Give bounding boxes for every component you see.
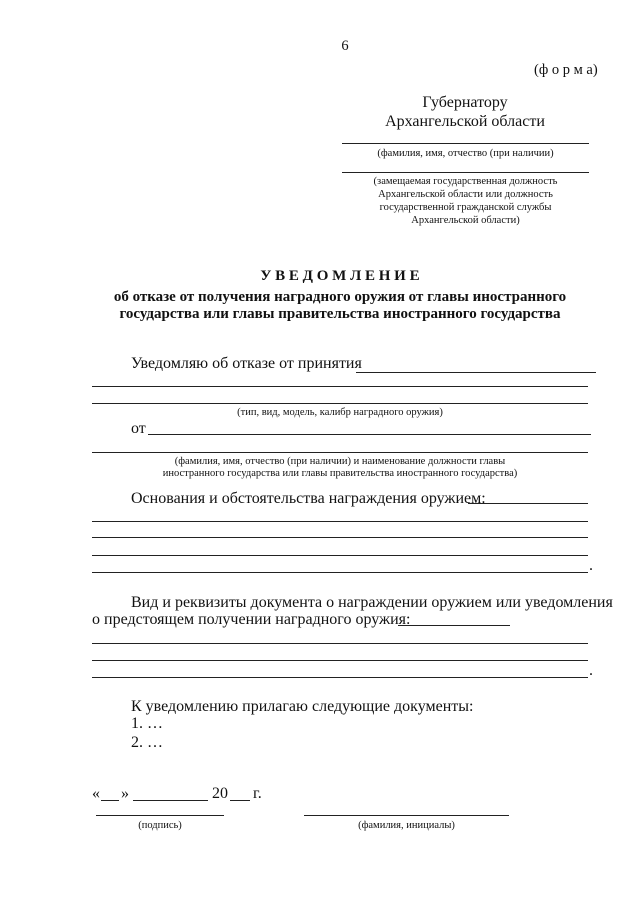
addressee-position-hint-4: Архангельской области) [411,215,520,226]
from-label: от [131,420,146,437]
grounds-blank-2[interactable] [92,521,588,522]
from-blank-1[interactable] [148,434,591,435]
attachments-text: К уведомлению прилагаю следующие документы: [131,698,474,715]
addressee-line-1: Губернатору [422,94,508,111]
from-hint-1: (фамилия, имя, отчество (при наличии) и наименование должности главы [174,456,506,467]
addressee-line-2: Архангельской области [385,113,545,130]
refusal-blank-2[interactable] [92,386,588,387]
grounds-text: Основания и обстоятельства награждения оружием: [131,490,486,507]
document-text-2: о предстоящем получении наградного оружия: [92,611,411,628]
document-subtitle-2: государства или главы правительства иностранного государства [119,306,561,322]
refusal-text: Уведомляю об отказе от принятия [131,355,362,372]
date-year-suffix: г. [253,785,262,802]
grounds-end-dot: . [589,557,593,574]
from-blank-2[interactable] [92,452,588,453]
date-open-quote: « [92,785,100,802]
date-month-blank[interactable] [133,800,208,801]
refusal-blank-3[interactable] [92,403,588,404]
name-initials-blank[interactable] [304,815,509,816]
grounds-blank-4[interactable] [92,555,588,556]
document-title: У В Е Д О М Л Е Н И Е [260,268,420,284]
addressee-name-hint: (фамилия, имя, отчество (при наличии) [377,148,554,159]
refusal-blank-1[interactable] [356,372,596,373]
document-text-1: Вид и реквизиты документа о награждении оружием или уведомления [131,594,613,611]
signature-hint: (подпись) [138,820,182,831]
weapon-hint: (тип, вид, модель, калибр наградного оружия) [237,407,443,418]
form-label: (ф о р м а) [534,62,598,78]
date-year-prefix: 20 [212,785,228,802]
addressee-position-hint-2: Архангельской области или должность [378,189,553,200]
addressee-position-hint-3: государственной гражданской службы [379,202,552,213]
name-initials-hint: (фамилия, инициалы) [358,820,455,831]
document-blank-1[interactable] [398,625,510,626]
date-close-quote: » [121,785,129,802]
page-number: 6 [341,38,349,54]
attachment-item-1: 1. … [131,715,163,732]
document-blank-3[interactable] [92,660,588,661]
date-year-blank[interactable] [230,800,250,801]
from-hint-2: иностранного государства или главы правительства иностранного государства) [162,468,518,479]
document-blank-2[interactable] [92,643,588,644]
date-day-blank[interactable] [101,800,119,801]
document-blank-4[interactable] [92,677,588,678]
grounds-blank-1[interactable] [468,503,588,504]
signature-blank[interactable] [96,815,224,816]
addressee-position-hint-1: (замещаемая государственная должность [373,176,558,187]
attachment-item-2: 2. … [131,734,163,751]
document-end-dot: . [589,662,593,679]
document-subtitle-1: об отказе от получения наградного оружия от главы иностранного [113,289,567,305]
addressee-name-line [342,143,589,144]
grounds-blank-5[interactable] [92,572,588,573]
grounds-blank-3[interactable] [92,537,588,538]
addressee-position-line [342,172,589,173]
